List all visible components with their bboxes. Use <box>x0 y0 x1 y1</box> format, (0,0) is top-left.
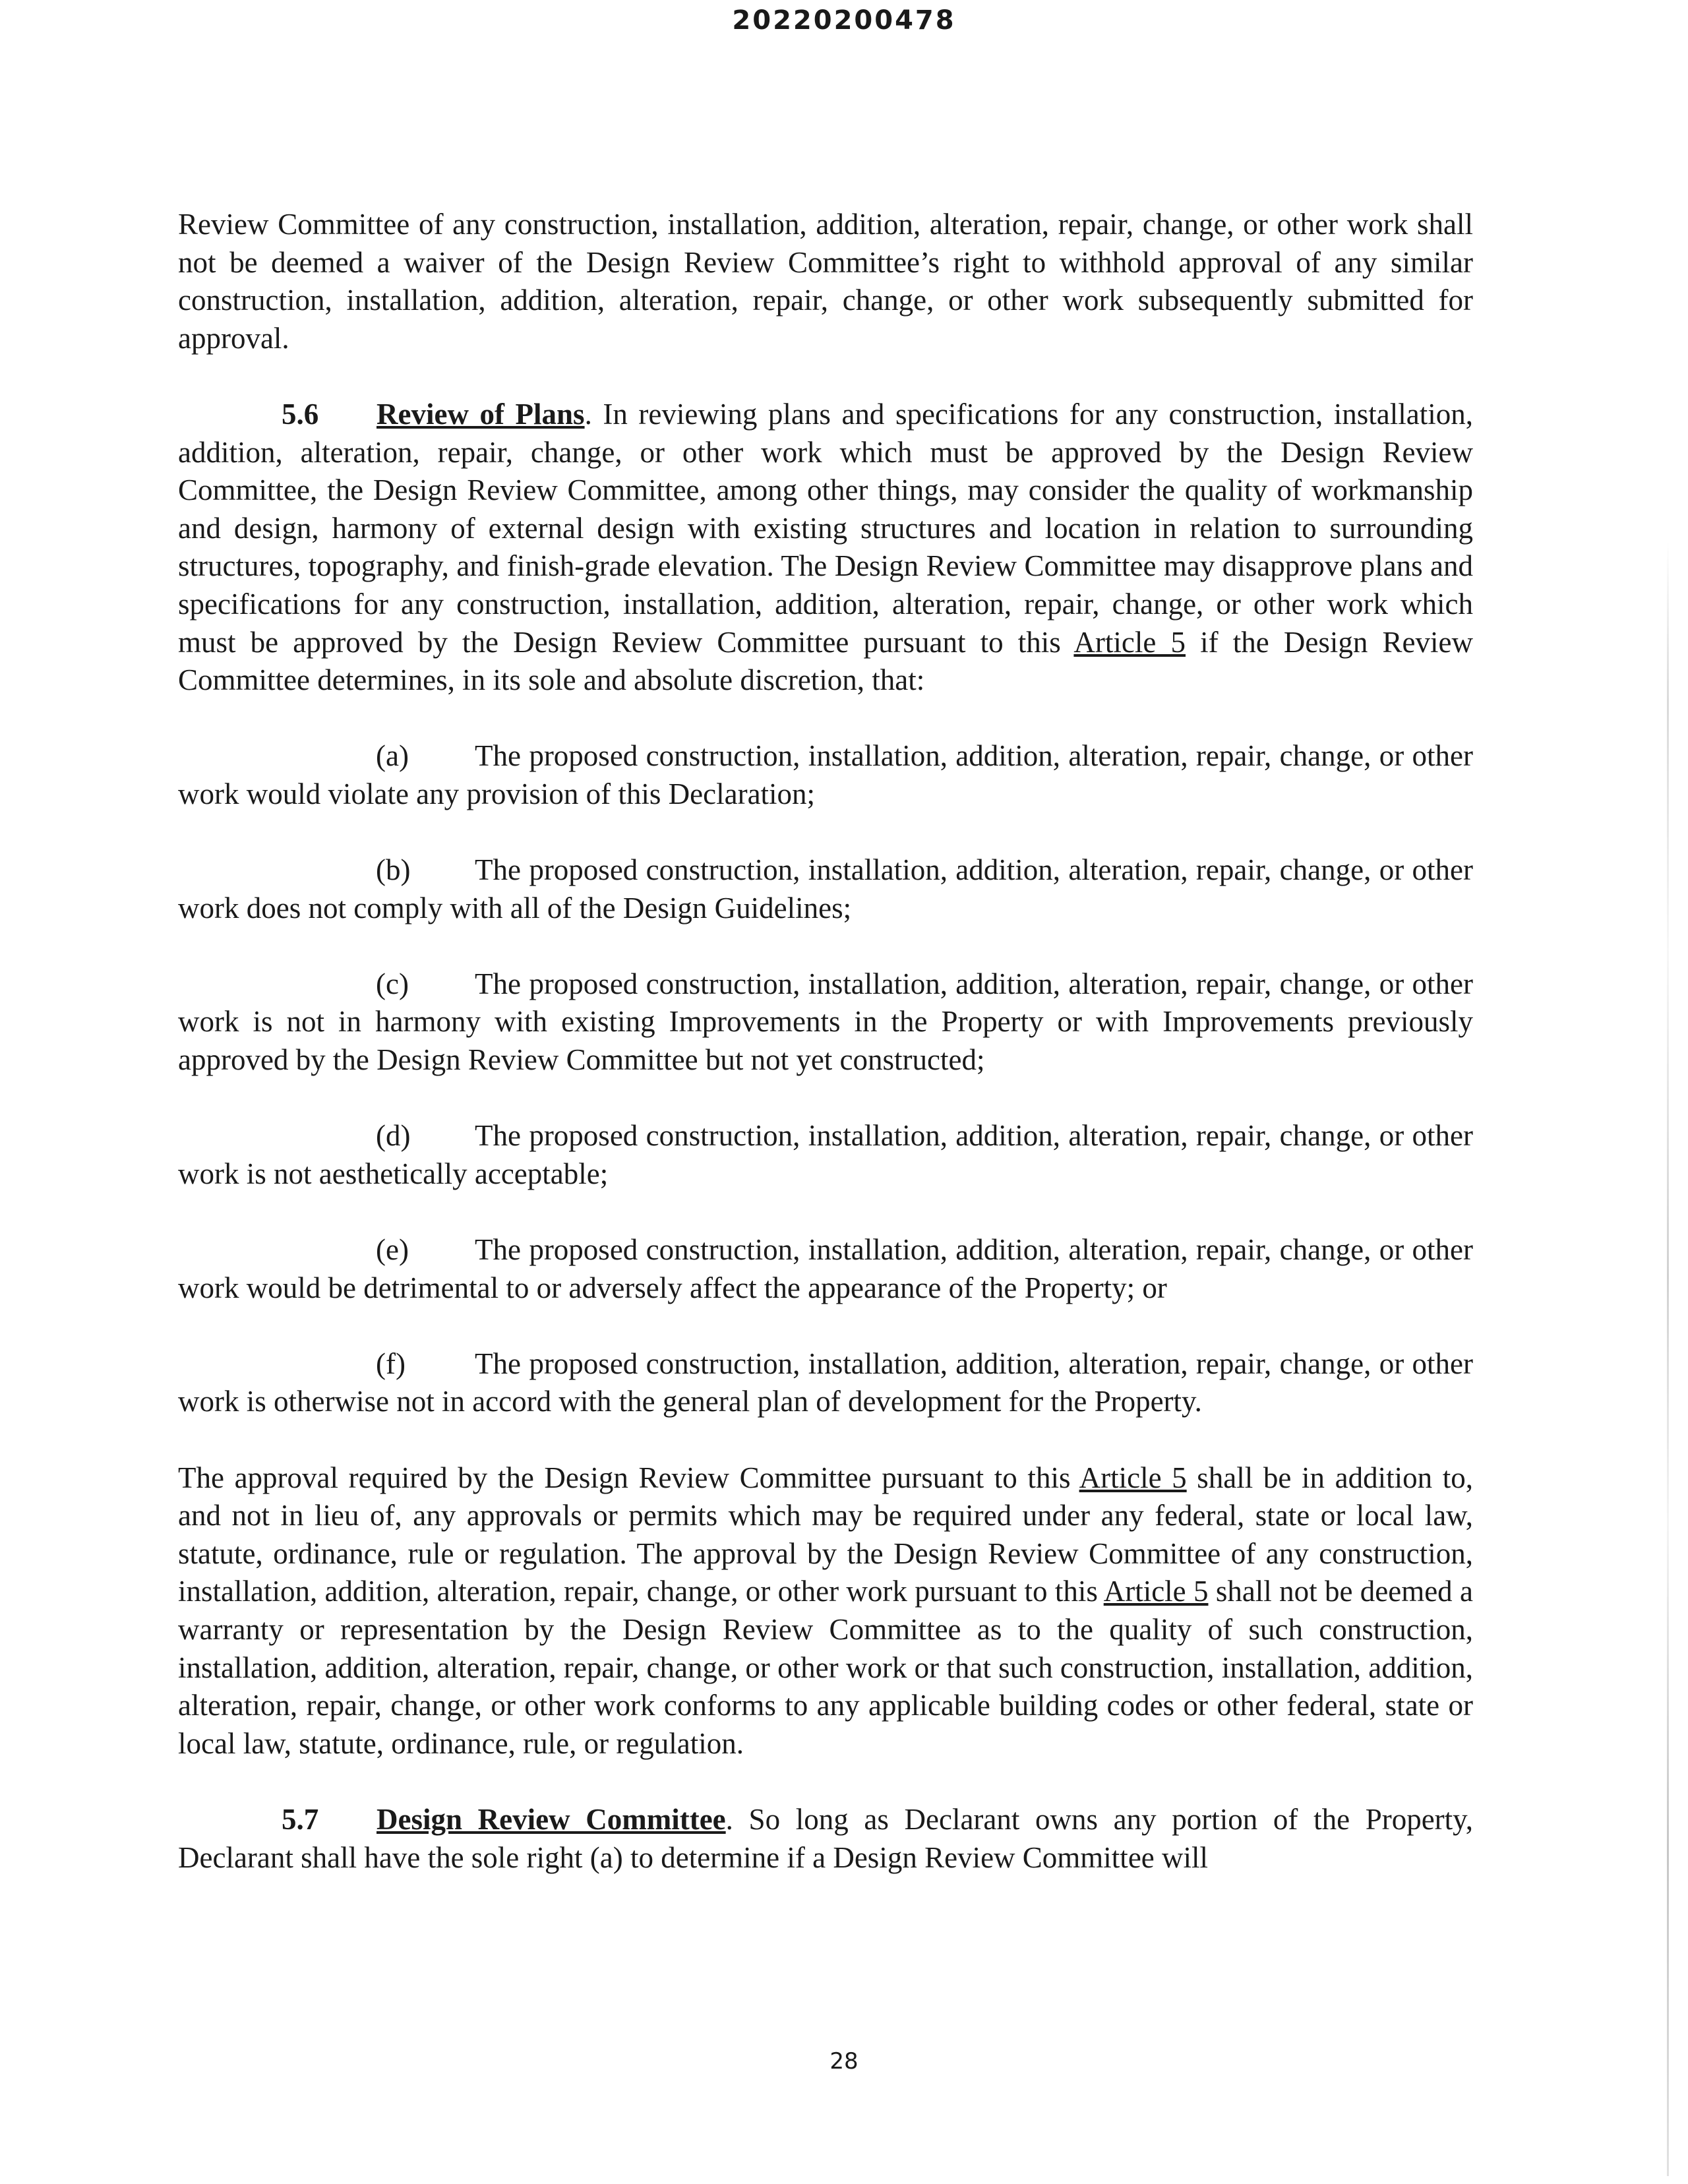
intro-paragraph: Review Committee of any construction, installation, addition, alteration, repair, change, or other work shall not be deemed a waiver of the Design Review Committee’s right to withhold approval of any similar construction, installation, addition, alteration, repair, change, or other work subsequently submitted for approval. <box>178 208 1473 355</box>
section-5-6-text: . In reviewing plans and specifications for any construction, installation, addition, alteration, repair, change, or other work which must be approved by the Design Review Committee, the Design Review Committee, among other things, may consider the quality of workmanship and design, harmony of external design with existing structures and location in relation to surrounding structures, topography, and finish-grade elevation. The Design Review Committee may disapprove plans and specifications for any construction, installation, addition, alteration, repair, change, or other work which must be approved by the Design Review Committee pursuant to this <box>178 397 1473 659</box>
article-5-reference: Article 5 <box>1079 1461 1187 1494</box>
list-item-label: (d) <box>376 1119 411 1153</box>
approval-text: shall be in addition to, and not in lieu of, any approvals or permits which may be required under any federal, state or local law, statute, ordinance, rule or regulation. The approval by the Design Review Committee of any construction, installation, addition, alteration, repair, change, or other work pursuant to this <box>178 1461 1473 1608</box>
list-item-text: The proposed construction, installation, addition, alteration, repair, change, or other work does not comply with all of the Design Guidelines; <box>178 853 1473 925</box>
list-item-text: The proposed construction, installation, addition, alteration, repair, change, or other work is not aesthetically acceptable; <box>178 1119 1473 1190</box>
section-5-6-title: Review of Plans <box>377 397 585 431</box>
list-item-c <box>178 965 1473 1079</box>
list-item-d <box>178 1117 1473 1193</box>
approval-paragraph <box>178 1459 1473 1763</box>
section-5-7-title: Design Review Committee <box>377 1802 726 1836</box>
section-5-7-text: . So long as Declarant owns any portion of the Property, Declarant shall have the sole right (a) to determine if a Design Review Committee will <box>178 1802 1473 1874</box>
list-item-label: (f) <box>376 1347 406 1380</box>
list-item-text: The proposed construction, installation, addition, alteration, repair, change, or other work would violate any provision of this Declaration; <box>178 739 1473 810</box>
list-item-text: The proposed construction, installation, addition, alteration, repair, change, or other work would be detrimental to or adversely affect the appearance of the Property; or <box>178 1233 1473 1304</box>
article-5-reference: Article 5 <box>1073 625 1186 659</box>
document-number: 20220200478 <box>732 5 956 36</box>
approval-text: shall not be deemed a warranty or representation by the Design Review Committee as to the quality of such construction, installation, addition, alteration, repair, change, or other work or that such construction, installation, addition, alteration, repair, change, or other work conforms to any applicable building codes or other federal, state or local law, statute, ordinance, rule, or regulation. <box>178 1575 1473 1760</box>
document-body <box>178 206 1473 1877</box>
list-item-text: The proposed construction, installation, addition, alteration, repair, change, or other work is otherwise not in accord with the general plan of development for the Property. <box>178 1347 1473 1418</box>
list-item-b <box>178 851 1473 927</box>
page-number: 28 <box>829 2048 859 2075</box>
section-5-6-number: 5.6 <box>282 397 319 431</box>
section-5-7-number: 5.7 <box>282 1802 319 1836</box>
scan-edge-artifact <box>1667 541 1669 2176</box>
list-item-label: (b) <box>376 853 411 887</box>
list-item-text: The proposed construction, installation, addition, alteration, repair, change, or other work is not in harmony with existing Improvements in the Property or with Improvements previously approved by the Design Review Committee but not yet constructed; <box>178 967 1473 1077</box>
list-item-f <box>178 1345 1473 1421</box>
approval-text: The approval required by the Design Review Committee pursuant to this <box>178 1461 1079 1494</box>
list-item-a <box>178 737 1473 813</box>
section-5-6 <box>178 396 1473 700</box>
list-item-label: (a) <box>376 739 409 773</box>
list-item-label: (e) <box>376 1233 409 1267</box>
list-item-label: (c) <box>376 967 409 1000</box>
section-5-7 <box>178 1801 1473 1877</box>
article-5-reference: Article 5 <box>1103 1575 1209 1608</box>
list-item-e <box>178 1231 1473 1307</box>
section-5-6-text-end: if the Design Review Committee determines, in its sole and absolute discretion, that: <box>178 625 1474 697</box>
